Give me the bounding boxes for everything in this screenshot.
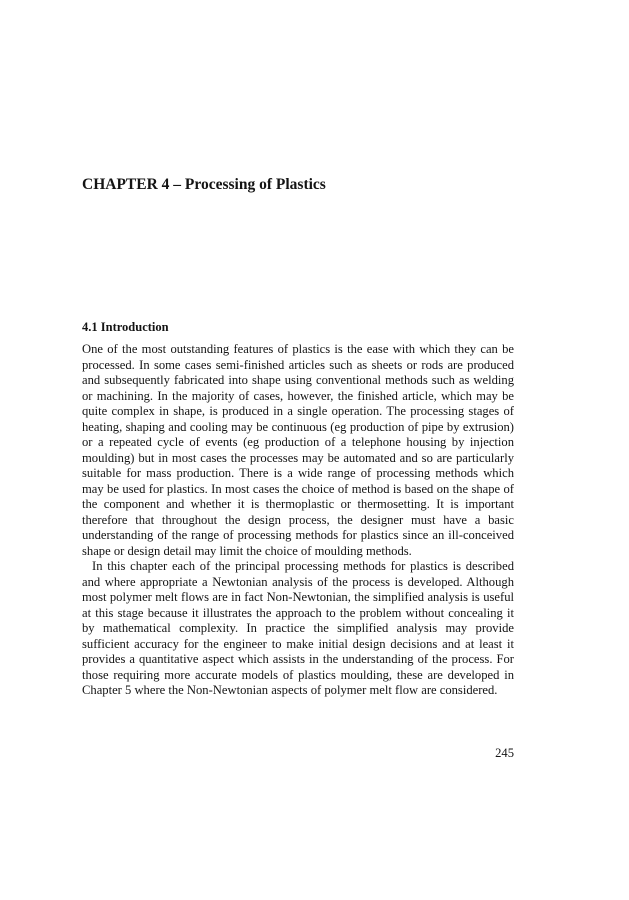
paragraph-1: One of the most outstanding features of plastics is the ease with which they can be processed. In some cases semi-finished articles such as sheets or rods are produced and subsequently fabricated into shape using conventional methods such as welding or machining. In the majority of cases, however, the finished article, which may be quite complex in shape, is produced in a single operation. The processing stages of heating, shaping and cooling may be continuous (eg production of pipe by extrusion) or a repeated cycle of events (eg production of a telephone housing by injection moulding) but in most cases the processes may be automated and so are particularly suitable for mass production. There is a wide range of processing methods which may be used for plastics. In most cases the choice of method is based on the shape of the component and whether it is thermoplastic or thermosetting. It is important therefore that throughout the design process, the designer must have a basic understanding of the range of processing methods for plastics since an ill-conceived shape or design detail may limit the choice of moulding methods. [82,342,514,558]
body-text [82,342,514,699]
page-number: 245 [495,746,514,760]
chapter-title: CHAPTER 4 – Processing of Plastics [82,176,326,193]
section-heading: 4.1 Introduction [82,320,169,334]
paragraph-2: In this chapter each of the principal processing methods for plastics is described and where appropriate a Newtonian analysis of the process is developed. Although most polymer melt flows are in fact Non-Newtonian, the simplified analysis is useful at this stage because it illustrates the approach to the problem without concealing it by mathematical complexity. In practice the simplified analysis may provide sufficient accuracy for the engineer to make initial design decisions and at least it provides a quantitative aspect which assists in the understanding of the process. For those requiring more accurate models of plastics moulding, these are developed in Chapter 5 where the Non-Newtonian aspects of polymer melt flow are considered. [82,559,514,697]
